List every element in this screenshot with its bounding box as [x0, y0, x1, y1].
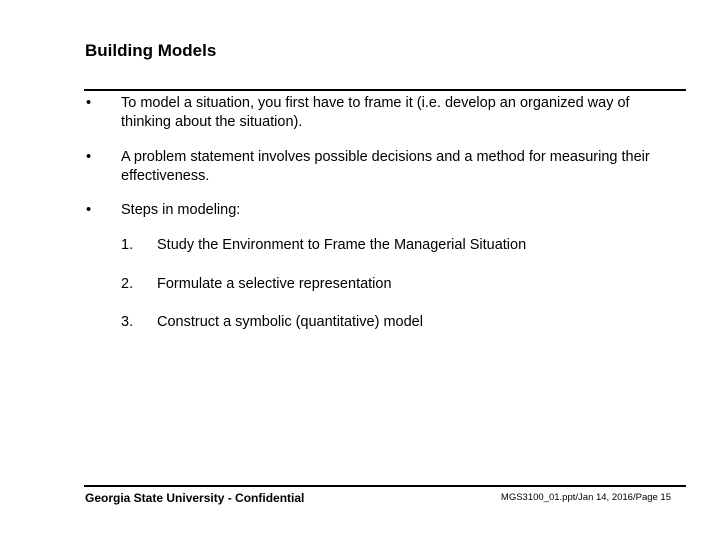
step-text-construct-model: Construct a symbolic (quantitative) model	[157, 314, 423, 330]
title-divider	[84, 89, 686, 91]
step-text-formulate-representation: Formulate a selective representation	[157, 276, 392, 292]
bullet-text-frame-situation: To model a situation, you first have to frame it (i.e. develop an organized way of thinking about the situation).	[121, 95, 630, 130]
step-number: 1.	[121, 237, 134, 253]
step-text-study-environment: Study the Environment to Frame the Managerial Situation	[157, 237, 527, 253]
bullet-text-steps-heading: Steps in modeling:	[121, 202, 241, 218]
bullet-text-problem-statement: A problem statement involves possible decisions and a method for measuring their effectiveness.	[121, 149, 650, 184]
footer-confidential-label: Georgia State University - Confidential	[85, 491, 305, 505]
slide-title: Building Models	[85, 41, 217, 60]
footer-divider	[84, 485, 686, 487]
step-number: 2.	[121, 276, 134, 292]
bullet-marker: •	[86, 95, 92, 111]
step-number: 3.	[121, 314, 134, 330]
bullet-marker: •	[86, 149, 92, 165]
bullet-marker: •	[86, 202, 92, 218]
footer-page-info: MGS3100_01.ppt/Jan 14, 2016/Page 15	[500, 492, 671, 503]
